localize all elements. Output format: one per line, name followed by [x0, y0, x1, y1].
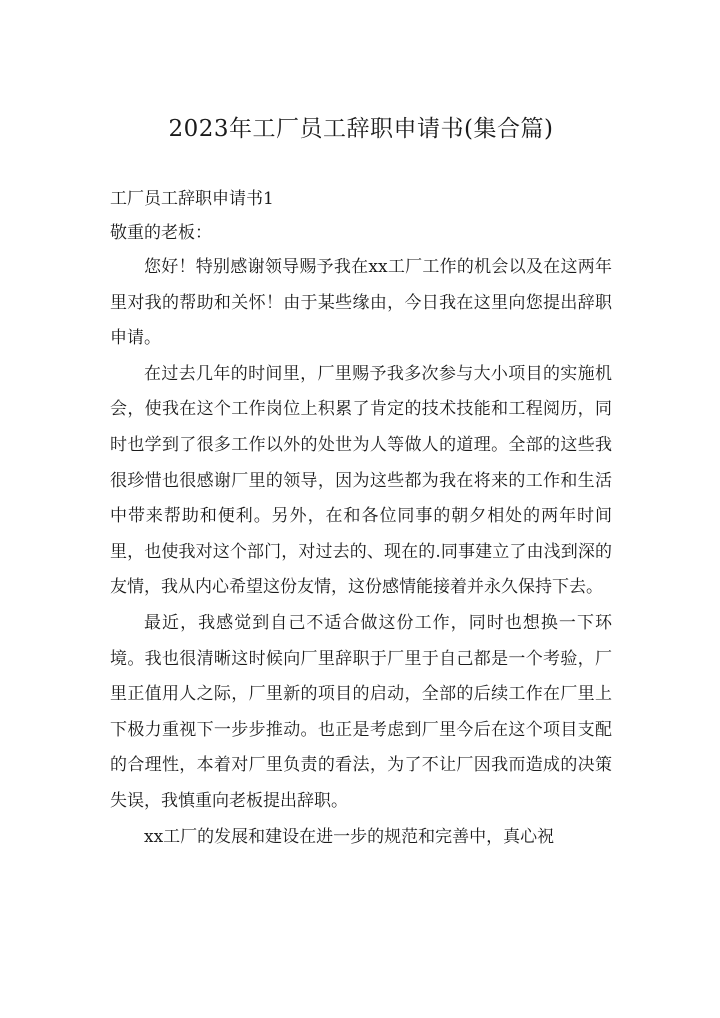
body-paragraph-1: 您好！特别感谢领导赐予我在xx工厂工作的机会以及在这两年里对我的帮助和关怀！由于某些缘由，今日我在这里向您提出辞职申请。	[110, 257, 612, 349]
salutation: 敬重的老板：	[110, 223, 212, 243]
body-paragraph-2: 在过去几年的时间里，厂里赐予我多次参与大小项目的实施机会，使我在这个工作岗位上积累了肯定的技术技能和工程阅历，同时也学到了很多工作以外的处世为人等做人的道理。全部的这些我很珍惜也很感谢厂里的领导，因为这些都为我在将来的工作和生活中带来帮助和便利。另外，在和各位同事的朝夕相处的两年时间里，也使我对这个部门，对过去的、现在的.同事建立了由浅到深的友情，我从内心希望这份友情，这份感情能接着并永久保持下去。	[110, 363, 612, 598]
body-paragraph-4: xx工厂的发展和建设在进一步的规范和完善中，真心祝	[144, 826, 555, 847]
body-paragraph-3: 最近，我感觉到自己不适合做这份工作，同时也想换一下环境。我也很清晰这时候向厂里辞职于厂里于自己都是一个考验，厂里正值用人之际，厂里新的项目的启动，全部的后续工作在厂里上下极力重视下一步步推动。也正是考虑到厂里今后在这个项目支配的合理性，本着对厂里负责的看法，为了不让厂因我而造成的决策失误，我慎重向老板提出辞职。	[110, 612, 612, 811]
section-heading: 工厂员工辞职申请书1	[110, 189, 274, 209]
document-title: 2023年工厂员工辞职申请书(集合篇)	[168, 116, 554, 142]
